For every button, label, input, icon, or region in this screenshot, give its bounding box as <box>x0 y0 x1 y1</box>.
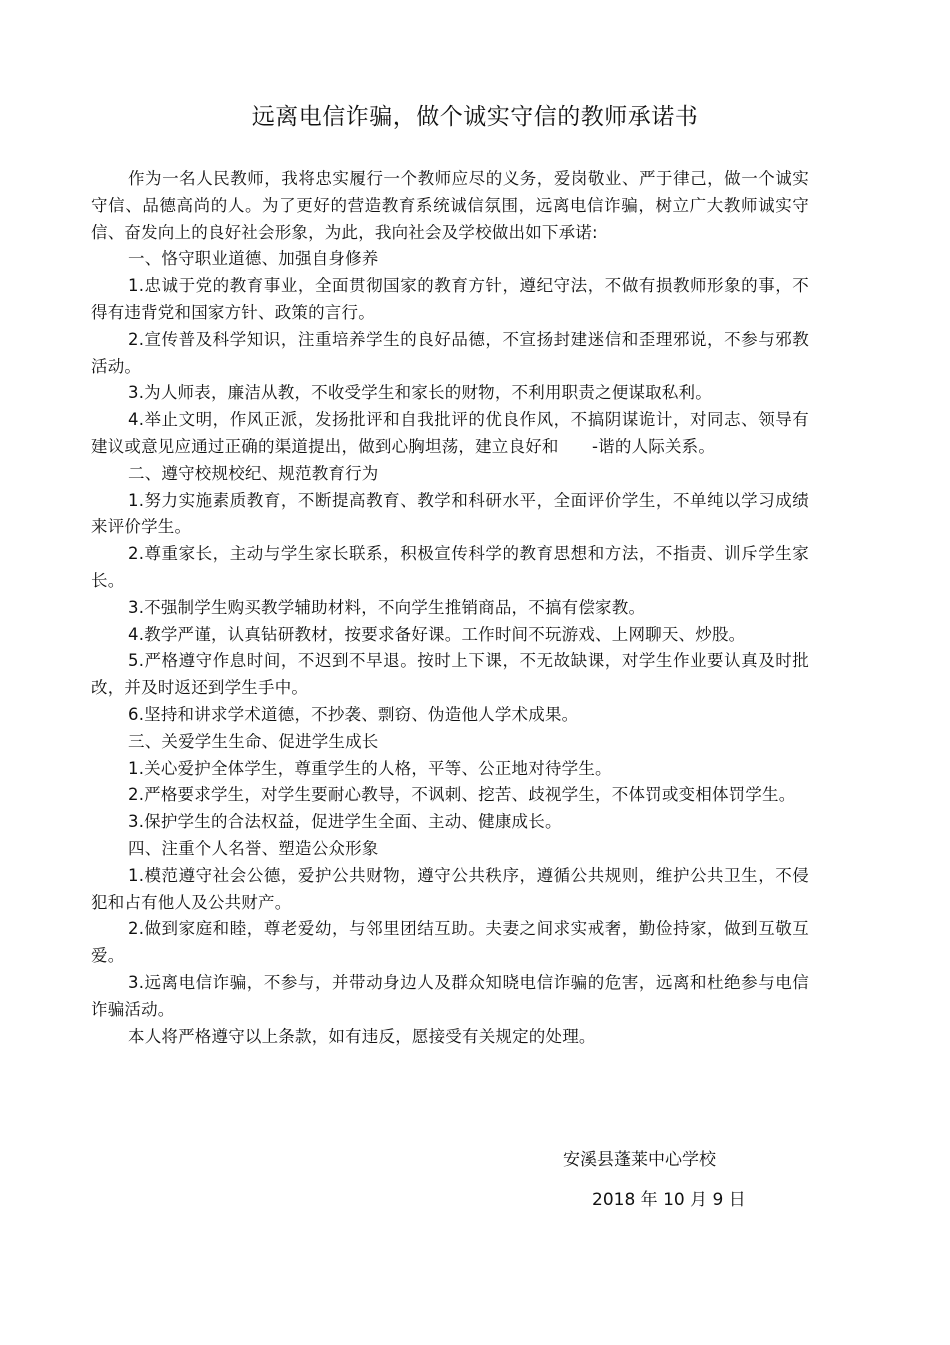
paragraph-item: 3.不强制学生购买教学辅助材料，不向学生推销商品，不搞有偿家教。 <box>128 597 646 617</box>
paragraph-item: 4.教学严谨，认真钻研教材，按要求备好课。工作时间不玩游戏、上网聊天、炒股。 <box>128 624 746 644</box>
document-title: 远离电信诈骗，做个诚实守信的教师承诺书 <box>251 104 699 130</box>
paragraph-item: 1.忠诚于党的教育事业，全面贯彻国家的教育方针，遵纪守法，不做有损教师形象的事，不得有违背党和国家方针、政策的言行。 <box>91 276 809 322</box>
section-heading-2: 二、遵守校规校纪、规范教育行为 <box>128 463 379 483</box>
document-body <box>91 166 809 1050</box>
paragraph-item: 1.努力实施素质教育，不断提高教育、教学和科研水平，全面评价学生，不单纯以学习成绩来评价学生。 <box>91 490 809 537</box>
paragraph-item: 2.宣传普及科学知识，注重培养学生的良好品德，不宣扬封建迷信和歪理邪说，不参与邪教活动。 <box>91 329 809 376</box>
paragraph-item: 2.尊重家长，主动与学生家长联系，积极宣传科学的教育思想和方法，不指责、训斥学生家长。 <box>91 544 809 590</box>
paragraph-item: 3.远离电信诈骗，不参与，并带动身边人及群众知晓电信诈骗的危害，远离和杜绝参与电信诈骗活动。 <box>91 972 809 1019</box>
section-heading-3: 三、关爱学生生命、促进学生成长 <box>128 731 379 751</box>
paragraph-item: 6.坚持和讲求学术道德，不抄袭、剽窃、伪造他人学术成果。 <box>128 704 579 724</box>
signature-date: 2018 年 10 月 9 日 <box>592 1190 746 1210</box>
section-heading-1: 一、恪守职业道德、加强自身修养 <box>128 249 379 269</box>
paragraph-item: 2.做到家庭和睦，尊老爱幼，与邻里团结互助。夫妻之间求实戒奢，勤俭持家，做到互敬互爱。 <box>91 919 809 966</box>
paragraph-item: 3.为人师表，廉洁从教，不收受学生和家长的财物，不利用职责之便谋取私利。 <box>128 383 712 403</box>
paragraph-item: 1.关心爱护全体学生，尊重学生的人格，平等、公正地对待学生。 <box>128 758 612 778</box>
paragraph-closing: 本人将严格遵守以上条款，如有违反，愿接受有关规定的处理。 <box>128 1026 596 1046</box>
paragraph-item: 5.严格遵守作息时间，不迟到不早退。按时上下课，不无故缺课，对学生作业要认真及时批改，并及时返还到学生手中。 <box>91 651 809 698</box>
paragraph-item: 3.保护学生的合法权益，促进学生全面、主动、健康成长。 <box>128 812 562 832</box>
section-heading-4: 四、注重个人名誉、塑造公众形象 <box>128 838 379 858</box>
signature-school: 安溪县蓬莱中心学校 <box>563 1150 716 1170</box>
paragraph-item: 1.模范遵守社会公德，爱护公共财物，遵守公共秩序，遵循公共规则，维护公共卫生，不侵犯和占有他人及公共财产。 <box>91 865 809 912</box>
paragraph-item: 4.举止文明，作风正派，发扬批评和自我批评的优良作风，不搞阴谋诡计，对同志、领导有建议或意见应通过正确的渠道提出，做到心胸坦荡，建立良好和 -谐的人际关系。 <box>91 410 809 456</box>
paragraph-intro: 作为一名人民教师，我将忠实履行一个教师应尽的义务，爱岗敬业、严于律己，做一个诚实守信、品德高尚的人。为了更好的营造教育系统诚信氛围，远离电信诈骗，树立广大教师诚实守信、奋发向上的良好社会形象，为此，我向社会及学校做出如下承诺: <box>91 169 809 242</box>
paragraph-item: 2.严格要求学生，对学生要耐心教导，不讽刺、挖苦、歧视学生，不体罚或变相体罚学生。 <box>128 785 796 805</box>
